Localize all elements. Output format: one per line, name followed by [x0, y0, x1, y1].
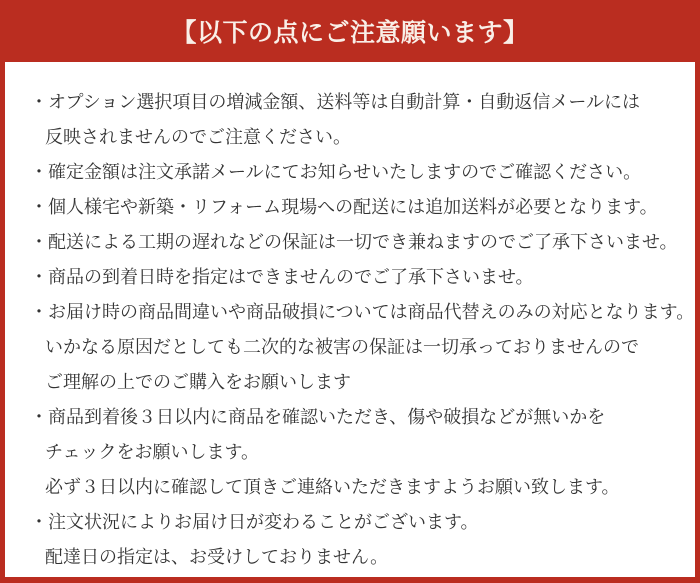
notice-line: 必ず３日以内に確認して頂きご連絡いただきますようお願い致します。: [45, 477, 620, 497]
notice-line: ・お届け時の商品間違いや商品破損については商品代替えのみの対応となります。: [30, 302, 695, 322]
notice-line: ・確定金額は注文承諾メールにてお知らせいたしますのでご確認ください。: [30, 162, 642, 182]
notice-line: ・商品到着後３日以内に商品を確認いただき、傷や破損などが無いかを: [30, 407, 606, 427]
notice-line: 反映されませんのでご注意ください。: [45, 127, 351, 147]
notice-header: [5, 0, 695, 62]
notice-line: ・オプション選択項目の増減金額、送料等は自動計算・自動返信メールには: [30, 92, 641, 112]
notice-line: 配達日の指定は、お受けしておりません。: [45, 547, 389, 567]
notice-line: ・個人様宅や新築・リフォーム現場への配送には追加送料が必要となります。: [30, 197, 658, 217]
notice-line: ・注文状況によりお届け日が変わることがございます。: [30, 512, 479, 532]
notice-line: チェックをお願いします。: [45, 442, 260, 462]
notice-line: ・配送による工期の遅れなどの保証は一切でき兼ねますのでご了承下さいませ。: [30, 232, 678, 252]
notice-body: [5, 62, 695, 577]
notice-line: いかなる原因だとしても二次的な被害の保証は一切承っておりませんので: [45, 337, 639, 357]
notice-title: 【以下の点にご注意願います】: [171, 18, 529, 47]
notice-line: ・商品の到着日時を指定はできませんのでご了承下さいませ。: [30, 267, 534, 287]
notice-line: ご理解の上でのご購入をお願いします: [45, 372, 351, 392]
